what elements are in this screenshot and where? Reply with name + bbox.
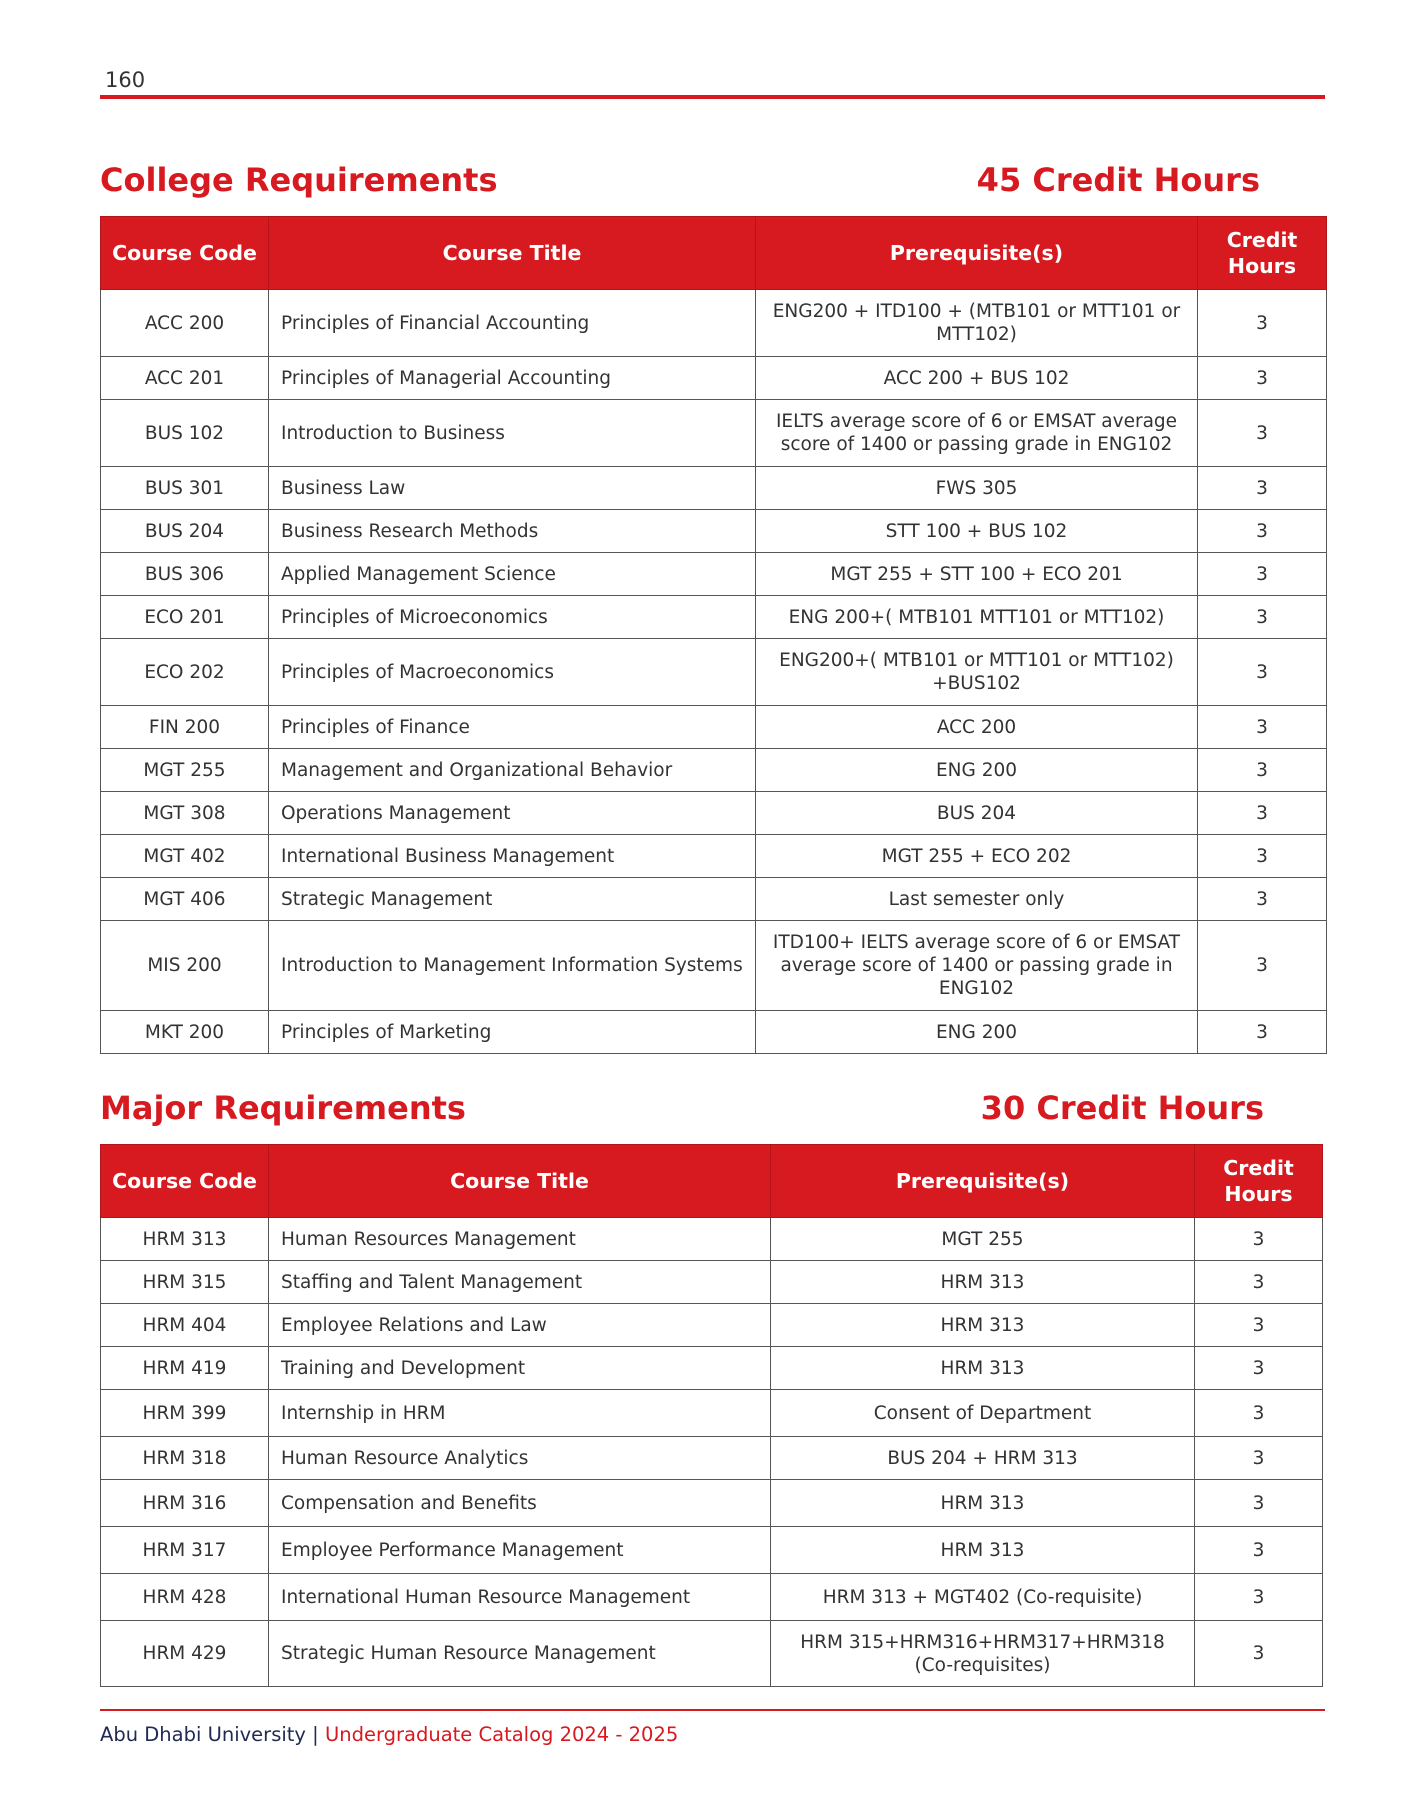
credit-hours-total: 45 Credit Hours	[976, 161, 1260, 199]
college-requirements-table	[100, 216, 1327, 1054]
course-title-cell: Applied Management Science	[269, 553, 756, 596]
prerequisite-cell: Consent of Department	[771, 1390, 1195, 1437]
course-code-cell: HRM 316	[101, 1480, 269, 1527]
credit-hours-cell: 3	[1195, 1621, 1323, 1687]
table-row	[101, 357, 1327, 400]
table-row	[101, 1480, 1323, 1527]
credit-hours-cell: 3	[1198, 706, 1327, 749]
credit-hours-cell: 3	[1198, 921, 1327, 1011]
course-code-cell: HRM 419	[101, 1347, 269, 1390]
course-title-cell: Human Resources Management	[269, 1218, 771, 1261]
header-divider	[100, 95, 1325, 99]
major-requirements-table	[100, 1144, 1323, 1687]
credit-hours-cell: 3	[1198, 553, 1327, 596]
prerequisite-cell: HRM 315+HRM316+HRM317+HRM318 (Co-requisites)	[771, 1621, 1195, 1687]
table-row	[101, 1304, 1323, 1347]
table-row	[101, 290, 1327, 357]
prerequisite-cell: HRM 313 + MGT402 (Co-requisite)	[771, 1574, 1195, 1621]
credit-hours-cell: 3	[1198, 400, 1327, 467]
course-code-cell: HRM 313	[101, 1218, 269, 1261]
prerequisite-cell: HRM 313	[771, 1527, 1195, 1574]
table-row	[101, 1390, 1323, 1437]
course-title-cell: Training and Development	[269, 1347, 771, 1390]
course-title-cell: Management and Organizational Behavior	[269, 749, 756, 792]
course-title-cell: Principles of Finance	[269, 706, 756, 749]
course-code-cell: BUS 204	[101, 510, 269, 553]
table-row	[101, 749, 1327, 792]
footer-separator: |	[312, 1723, 319, 1746]
course-title-cell: Business Research Methods	[269, 510, 756, 553]
course-title-cell: Human Resource Analytics	[269, 1437, 771, 1480]
table-row	[101, 639, 1327, 706]
course-code-cell: ACC 200	[101, 290, 269, 357]
credit-hours-cell: 3	[1195, 1527, 1323, 1574]
footer-catalog: Undergraduate Catalog 2024 - 2025	[324, 1723, 679, 1746]
credit-hours-cell: 3	[1198, 357, 1327, 400]
course-code-cell: HRM 429	[101, 1621, 269, 1687]
course-title-cell: Introduction to Business	[269, 400, 756, 467]
prerequisite-cell: MGT 255 + ECO 202	[756, 835, 1198, 878]
course-code-cell: BUS 102	[101, 400, 269, 467]
prerequisite-cell: MGT 255 + STT 100 + ECO 201	[756, 553, 1198, 596]
course-code-cell: BUS 301	[101, 467, 269, 510]
prerequisite-cell: ITD100+ IELTS average score of 6 or EMSAT average score of 1400 or passing grade in ENG102	[756, 921, 1198, 1011]
prerequisite-cell: ACC 200 + BUS 102	[756, 357, 1198, 400]
course-code-cell: HRM 404	[101, 1304, 269, 1347]
course-code-cell: HRM 315	[101, 1261, 269, 1304]
course-code-cell: MGT 255	[101, 749, 269, 792]
prerequisite-cell: FWS 305	[756, 467, 1198, 510]
prerequisite-cell: ENG 200+( MTB101 MTT101 or MTT102)	[756, 596, 1198, 639]
column-header-prerequisites: Prerequisite(s)	[771, 1145, 1195, 1218]
prerequisite-cell: HRM 313	[771, 1480, 1195, 1527]
prerequisite-cell: STT 100 + BUS 102	[756, 510, 1198, 553]
table-row	[101, 1437, 1323, 1480]
footer	[100, 1723, 678, 1746]
prerequisite-cell: HRM 313	[771, 1261, 1195, 1304]
prerequisite-cell: MGT 255	[771, 1218, 1195, 1261]
major-requirements-heading	[100, 1083, 1264, 1133]
prerequisite-cell: ENG 200	[756, 749, 1198, 792]
table-row	[101, 1527, 1323, 1574]
course-title-cell: Staffing and Talent Management	[269, 1261, 771, 1304]
course-title-cell: International Business Management	[269, 835, 756, 878]
prerequisite-cell: ENG200 + ITD100 + (MTB101 or MTT101 or MTT102)	[756, 290, 1198, 357]
table-row	[101, 835, 1327, 878]
credit-hours-cell: 3	[1195, 1218, 1323, 1261]
course-code-cell: MGT 402	[101, 835, 269, 878]
course-title-cell: Introduction to Management Information Systems	[269, 921, 756, 1011]
section-title: College Requirements	[100, 161, 498, 199]
prerequisite-cell: ENG 200	[756, 1011, 1198, 1054]
credit-hours-cell: 3	[1195, 1304, 1323, 1347]
course-title-cell: Principles of Microeconomics	[269, 596, 756, 639]
course-code-cell: HRM 317	[101, 1527, 269, 1574]
column-header-course-title: Course Title	[269, 1145, 771, 1218]
credit-hours-cell: 3	[1198, 639, 1327, 706]
course-code-cell: HRM 399	[101, 1390, 269, 1437]
credit-hours-cell: 3	[1198, 596, 1327, 639]
credit-hours-cell: 3	[1195, 1261, 1323, 1304]
credit-hours-cell: 3	[1195, 1480, 1323, 1527]
credit-hours-cell: 3	[1195, 1574, 1323, 1621]
credit-hours-cell: 3	[1198, 878, 1327, 921]
course-code-cell: BUS 306	[101, 553, 269, 596]
credit-hours-cell: 3	[1195, 1390, 1323, 1437]
course-title-cell: Strategic Human Resource Management	[269, 1621, 771, 1687]
course-title-cell: Employee Relations and Law	[269, 1304, 771, 1347]
course-title-cell: Business Law	[269, 467, 756, 510]
course-code-cell: MIS 200	[101, 921, 269, 1011]
college-requirements-heading	[100, 155, 1260, 205]
footer-university: Abu Dhabi University	[100, 1723, 306, 1746]
course-code-cell: HRM 318	[101, 1437, 269, 1480]
course-code-cell: FIN 200	[101, 706, 269, 749]
section-title: Major Requirements	[100, 1089, 466, 1127]
prerequisite-cell: ACC 200	[756, 706, 1198, 749]
credit-hours-total: 30 Credit Hours	[980, 1089, 1264, 1127]
credit-hours-cell: 3	[1198, 792, 1327, 835]
credit-hours-cell: 3	[1195, 1347, 1323, 1390]
course-code-cell: MGT 406	[101, 878, 269, 921]
course-code-cell: ECO 201	[101, 596, 269, 639]
course-code-cell: MKT 200	[101, 1011, 269, 1054]
course-title-cell: Internship in HRM	[269, 1390, 771, 1437]
credit-hours-cell: 3	[1195, 1437, 1323, 1480]
footer-divider	[100, 1709, 1325, 1711]
column-header-credit-hours: Credit Hours	[1198, 217, 1327, 290]
table-row	[101, 1218, 1323, 1261]
prerequisite-cell: Last semester only	[756, 878, 1198, 921]
course-title-cell: Strategic Management	[269, 878, 756, 921]
column-header-course-code: Course Code	[101, 1145, 269, 1218]
table-row	[101, 921, 1327, 1011]
table-row	[101, 1347, 1323, 1390]
table-row	[101, 1621, 1323, 1687]
course-title-cell: Employee Performance Management	[269, 1527, 771, 1574]
prerequisite-cell: HRM 313	[771, 1347, 1195, 1390]
column-header-course-title: Course Title	[269, 217, 756, 290]
table-row	[101, 467, 1327, 510]
table-row	[101, 1011, 1327, 1054]
credit-hours-cell: 3	[1198, 749, 1327, 792]
prerequisite-cell: HRM 313	[771, 1304, 1195, 1347]
column-header-course-code: Course Code	[101, 217, 269, 290]
course-code-cell: MGT 308	[101, 792, 269, 835]
table-row	[101, 553, 1327, 596]
table-row	[101, 400, 1327, 467]
course-code-cell: ECO 202	[101, 639, 269, 706]
course-code-cell: ACC 201	[101, 357, 269, 400]
course-title-cell: Compensation and Benefits	[269, 1480, 771, 1527]
table-row	[101, 878, 1327, 921]
course-title-cell: International Human Resource Management	[269, 1574, 771, 1621]
course-code-cell: HRM 428	[101, 1574, 269, 1621]
credit-hours-cell: 3	[1198, 467, 1327, 510]
course-title-cell: Operations Management	[269, 792, 756, 835]
table-header-row	[101, 217, 1327, 290]
table-row	[101, 1574, 1323, 1621]
table-row	[101, 706, 1327, 749]
column-header-prerequisites: Prerequisite(s)	[756, 217, 1198, 290]
prerequisite-cell: IELTS average score of 6 or EMSAT average score of 1400 or passing grade in ENG102	[756, 400, 1198, 467]
table-row	[101, 792, 1327, 835]
course-title-cell: Principles of Managerial Accounting	[269, 357, 756, 400]
credit-hours-cell: 3	[1198, 510, 1327, 553]
page-number: 160	[105, 68, 146, 92]
credit-hours-cell: 3	[1198, 290, 1327, 357]
table-row	[101, 1261, 1323, 1304]
table-row	[101, 596, 1327, 639]
prerequisite-cell: BUS 204	[756, 792, 1198, 835]
prerequisite-cell: ENG200+( MTB101 or MTT101 or MTT102) +BUS102	[756, 639, 1198, 706]
credit-hours-cell: 3	[1198, 1011, 1327, 1054]
course-title-cell: Principles of Financial Accounting	[269, 290, 756, 357]
column-header-credit-hours: Credit Hours	[1195, 1145, 1323, 1218]
credit-hours-cell: 3	[1198, 835, 1327, 878]
table-row	[101, 510, 1327, 553]
course-title-cell: Principles of Marketing	[269, 1011, 756, 1054]
course-title-cell: Principles of Macroeconomics	[269, 639, 756, 706]
prerequisite-cell: BUS 204 + HRM 313	[771, 1437, 1195, 1480]
table-header-row	[101, 1145, 1323, 1218]
